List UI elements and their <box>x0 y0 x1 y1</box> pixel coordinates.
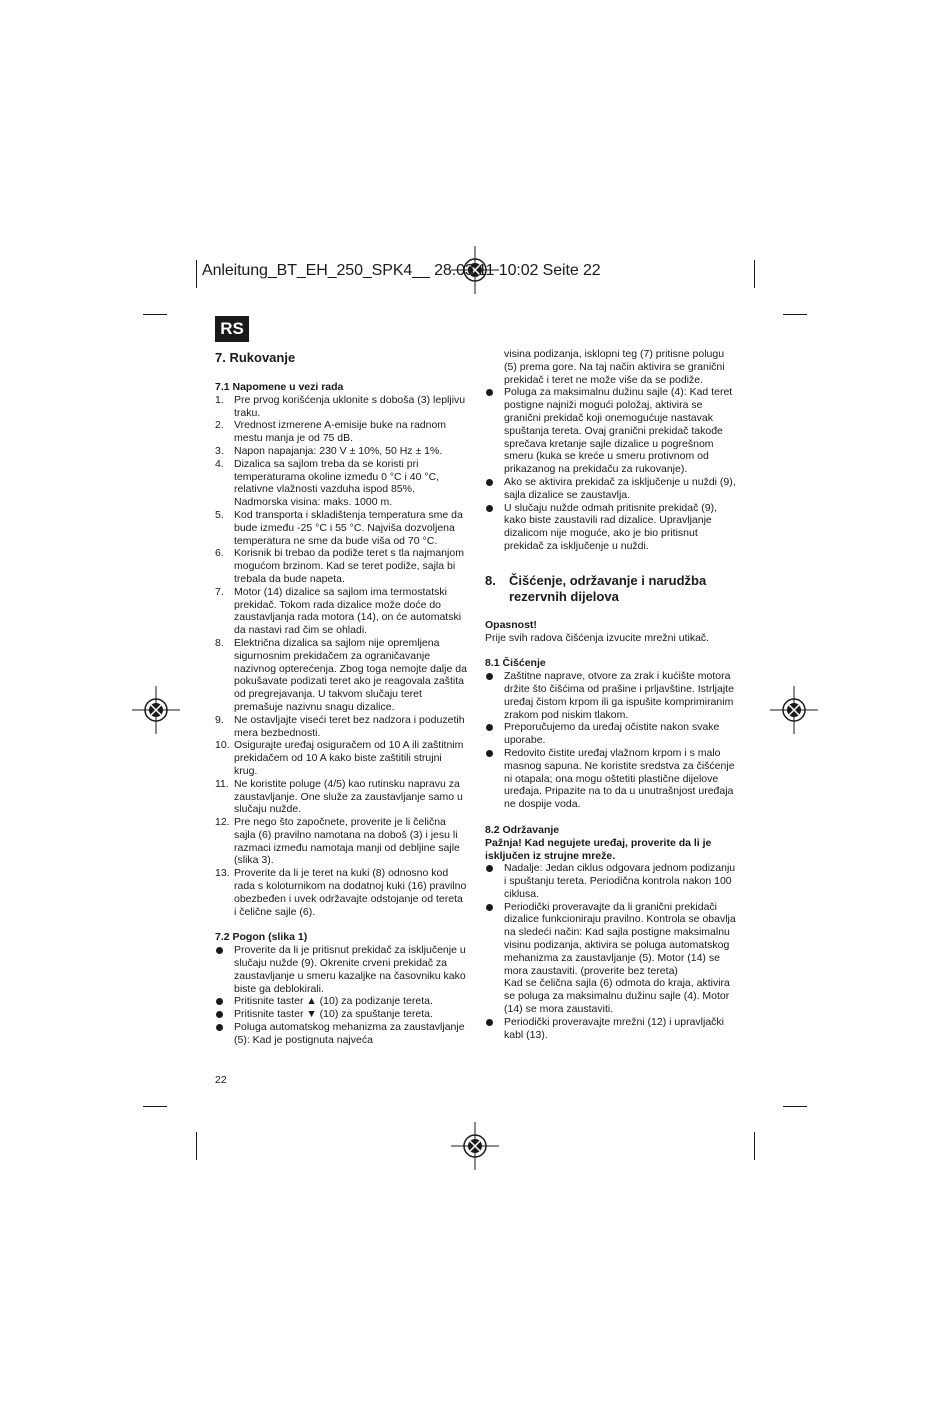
list-number: 10. <box>215 739 230 752</box>
bullet-list-8-1 <box>485 670 737 811</box>
bullet-item <box>485 476 737 502</box>
list-number: 1. <box>215 393 224 406</box>
crop-mark <box>196 1132 197 1160</box>
bullet-list-8-2 <box>485 862 737 1041</box>
list-item <box>215 394 467 420</box>
danger-text: Prije svih radova čišćenja izvucite mrežni utikač. <box>485 631 710 644</box>
registration-mark-icon <box>770 686 818 734</box>
bullet-item <box>485 386 737 476</box>
crop-mark <box>143 314 167 315</box>
list-item <box>215 816 467 867</box>
list-item-text: Korisnik bi trebao da podiže teret s tla najmanjom mogućom brzinom. Kad se teret podiže, sajla bi trebala da bude napeta. <box>234 547 464 585</box>
crop-mark <box>754 260 755 288</box>
list-number: 3. <box>215 444 224 457</box>
subsection-7-1-title: 7.1 Napomene u vezi rada <box>215 381 344 393</box>
bullet-item <box>485 901 737 1016</box>
bullet-icon <box>485 502 504 553</box>
list-number: 4. <box>215 457 224 470</box>
bullet-icon <box>215 944 234 995</box>
bullet-icon <box>485 901 504 1016</box>
subsection-7-2-title: 7.2 Pogon (slika 1) <box>215 931 308 944</box>
page-number: 22 <box>215 1074 227 1086</box>
crop-mark <box>143 1106 167 1107</box>
list-item-text: Napon napajanja: 230 V ± 10%, 50 Hz ± 1%. <box>234 444 443 457</box>
danger-label: Opasnost! <box>485 618 537 631</box>
bullet-text: Nadalje: Jedan ciklus odgovara jednom podizanju i spuštanju tereta. Periodična kontrola nakon 100 ciklusa. <box>504 862 736 900</box>
crop-mark <box>783 314 807 315</box>
bullet-text: Pritisnite taster ▼ (10) za spuštanje tereta. <box>234 1008 433 1021</box>
list-number: 9. <box>215 713 224 726</box>
list-item-text: Osigurajte uređaj osiguračem od 10 A ili zaštitnim prekidačem od 10 A kako biste zaštitili strujni krug. <box>234 739 464 777</box>
list-item-text: Proverite da li je teret na kuki (8) odnosno kod rada s koloturnikom na dodatnoj kuki (16) pravilno obezbeđen i uvek održavajte odstojanje od tereta i čelične sajle (6). <box>234 867 467 918</box>
bullet-icon <box>485 721 504 747</box>
section-8-title <box>485 573 737 605</box>
bullet-text: Ako se aktivira prekidač za isključenje u nuždi (9), sajla dizalice se zaustavlja. <box>504 475 736 501</box>
list-number: 6. <box>215 547 224 560</box>
bullet-text: Pritisnite taster ▲ (10) za podizanje tereta. <box>234 995 433 1008</box>
bullet-icon <box>485 1016 504 1042</box>
subsection-8-1-title: 8.1 Čišćenje <box>485 657 546 670</box>
list-number: 11. <box>215 777 229 790</box>
registration-mark-icon <box>451 1122 499 1170</box>
section-7-title: 7. Rukovanje <box>215 350 296 365</box>
continuation-item <box>485 348 737 386</box>
bullet-text: U slučaju nužde odmah pritisnite prekidač (9), kako biste zaustavili rad dizalice. Upravljanje dizalicom nije moguće, ako je bio pritisnut prekidač za isključenje u nuždi. <box>504 501 718 552</box>
list-item-text: Dizalica sa sajlom treba da se koristi pri temperaturama okoline između 0 °C i 40 °C, relativne vlažnosti vazduha ispod 85%. Nadmorska visina: maks. 1000 m. <box>234 457 440 509</box>
bullet-icon <box>215 1008 234 1021</box>
bullet-icon <box>215 1021 234 1047</box>
list-item <box>215 547 467 585</box>
bullet-text: Preporučujemo da uređaj očistite nakon svake uporabe. <box>504 721 720 747</box>
list-item <box>215 714 467 740</box>
bullet-icon <box>485 862 504 900</box>
bullet-item <box>485 1016 737 1042</box>
list-item-text: Pre prvog korišćenja uklonite s doboša (3) lepljivu traku. <box>234 393 466 419</box>
bullet-text: Proverite da li je pritisnut prekidač za isključenje u slučaju nužde (9). Okrenite crveni prekidač za zaustavljanje u smeru kazaljke na časovniku kako biste ga deblokirali. <box>234 944 466 995</box>
list-item <box>215 445 467 458</box>
section-8-title-text: Čišćenje, održavanje i narudžba rezervnih dijelova <box>509 572 707 604</box>
bullet-icon <box>485 476 504 502</box>
list-item <box>215 637 467 714</box>
bullet-item <box>485 670 737 721</box>
bullet-item <box>485 862 737 900</box>
print-header-line: Anleitung_BT_EH_250_SPK4__ 28.03.11 10:02 Seite 22 <box>202 262 601 279</box>
list-item <box>215 509 467 547</box>
bullet-list-7-2-cont <box>485 386 737 552</box>
list-item-text: Pre nego što započnete, proverite je li čelična sajla (6) pravilno namotana na doboš (3) i jesu li razmaci između namotaja manji od debljine sajle (slika 3). <box>234 816 460 867</box>
bullet-item <box>215 1021 467 1047</box>
list-number: 12. <box>215 816 230 829</box>
language-badge: RS <box>215 316 249 342</box>
crop-mark <box>783 1106 807 1107</box>
bullet-item <box>215 995 467 1008</box>
list-number: 13. <box>215 867 230 880</box>
list-item-text: Vrednost izmerene A-emisije buke na radnom mestu manja je od 75 dB. <box>234 419 447 445</box>
numbered-list-7-1 <box>215 394 467 919</box>
list-item-text: Kod transporta i skladištenja temperatura sme da bude između -25 °C i 55 °C. Najviša dozvoljena temperatura ne sme da bude viša od 70 °C. <box>234 508 463 547</box>
right-column <box>485 348 737 1041</box>
maintenance-warning: Pažnja! Kad negujete uređaj, proverite da li je isključen iz strujne mreže. <box>485 836 712 862</box>
list-number: 8. <box>215 636 224 649</box>
bullet-item <box>485 721 737 747</box>
list-item <box>215 778 467 816</box>
bullet-icon <box>215 995 234 1008</box>
bullet-text: Poluga automatskog mehanizma za zaustavljanje (5): Kad je postignuta najveća <box>234 1021 465 1046</box>
list-number: 5. <box>215 508 224 521</box>
bullet-icon <box>485 386 504 476</box>
list-item-text: Motor (14) dizalice sa sajlom ima termostatski prekidač. Tokom rada dizalice može doće do zaustavljanja rada motora (14), on će automatski da nastavi rad čim se ohladi. <box>234 585 462 637</box>
bullet-text: Redovito čistite uređaj vlažnom krpom i s malo masnog sapuna. Ne koristite sredstva za čišćenje ni otapala; ona mogu oštetiti plastične dijelove uređaja. Pripazite na to da u unutrašnjost uređaja ne dospije voda. <box>504 746 735 811</box>
bullet-item <box>485 502 737 553</box>
bullet-item <box>485 747 737 811</box>
bullet-icon <box>485 747 504 811</box>
bullet-item <box>215 944 467 995</box>
list-item <box>215 586 467 637</box>
bullet-text: Zaštitne naprave, otvore za zrak i kućište motora držite što čišćima od prašine i prljavštine. Istrljajte uređaj čistom krpom ili ga ispušite komprimiranim zrakom pod niskim tlakom. <box>504 670 734 721</box>
crop-mark <box>196 260 197 288</box>
registration-mark-icon <box>132 686 180 734</box>
bullet-icon <box>485 670 504 721</box>
bullet-text: Periodički proveravajte da li granični prekidači dizalice funkcioniraju pravilno. Kontrola se obavlja na sledeći način: Kad sajla postigne maksimalnu visinu podizanja, aktivira se poluga automatskog mehanizma za zaustavljanje (5). Motor (14) se mora zaustaviti. (proverite bez tereta) Kad se čelična sajla (6) odmota do kraja, aktivira se poluga za maksimalnu dužinu sajle (4). Motor (14) se mora zaustaviti. <box>504 900 736 1016</box>
list-item <box>215 458 467 509</box>
list-item-text: Ne koristite poluge (4/5) kao rutinsku napravu za zaustavljanje. One služe za zaustavljanje samo u slučaju nužde. <box>234 777 463 816</box>
section-8-number: 8. <box>485 572 496 588</box>
list-item-text: Električna dizalica sa sajlom nije opremljena sigurnosnim prekidačem za ograničavanje nazivnog opterećenja. Zbog toga nemojte dalje da pokušavate podizati teret ako je reagovala zaštita od pregrejavanja. U takvom slučaju teret premašuje nazivnu snagu dizalice. <box>234 636 467 713</box>
list-item <box>215 419 467 445</box>
bullet-list-7-2 <box>215 944 467 1046</box>
list-item <box>215 867 467 918</box>
list-number: 2. <box>215 419 224 432</box>
bullet-item <box>215 1008 467 1021</box>
bullet-text: Periodički proveravajte mrežni (12) i upravljački kabl (13). <box>504 1015 724 1041</box>
continuation-text: visina podizanja, isklopni teg (7) pritisne polugu (5) prema gore. Na taj način aktivira se granični prekidač i teret ne može više da se podiže. <box>504 348 725 386</box>
left-column <box>215 348 467 1047</box>
list-number: 7. <box>215 585 224 598</box>
list-item <box>215 739 467 777</box>
list-item-text: Ne ostavljajte viseći teret bez nadzora i poduzetih mera bezbednosti. <box>234 713 465 739</box>
crop-mark <box>754 1132 755 1160</box>
subsection-8-2-title: 8.2 Održavanje <box>485 823 560 836</box>
bullet-text: Poluga za maksimalnu dužinu sajle (4): Kad teret postigne najniži mogući položaj, aktivira se granični prekidač koji onemogućuje nastavak spuštanja tereta. Ovaj granični prekidač takođe sprečava kretanje sajle dizalice u pogrešnom smeru (kuka se kreće u smeru protivnom od prikazanog na prekidaču za rukovanje). <box>504 386 733 476</box>
